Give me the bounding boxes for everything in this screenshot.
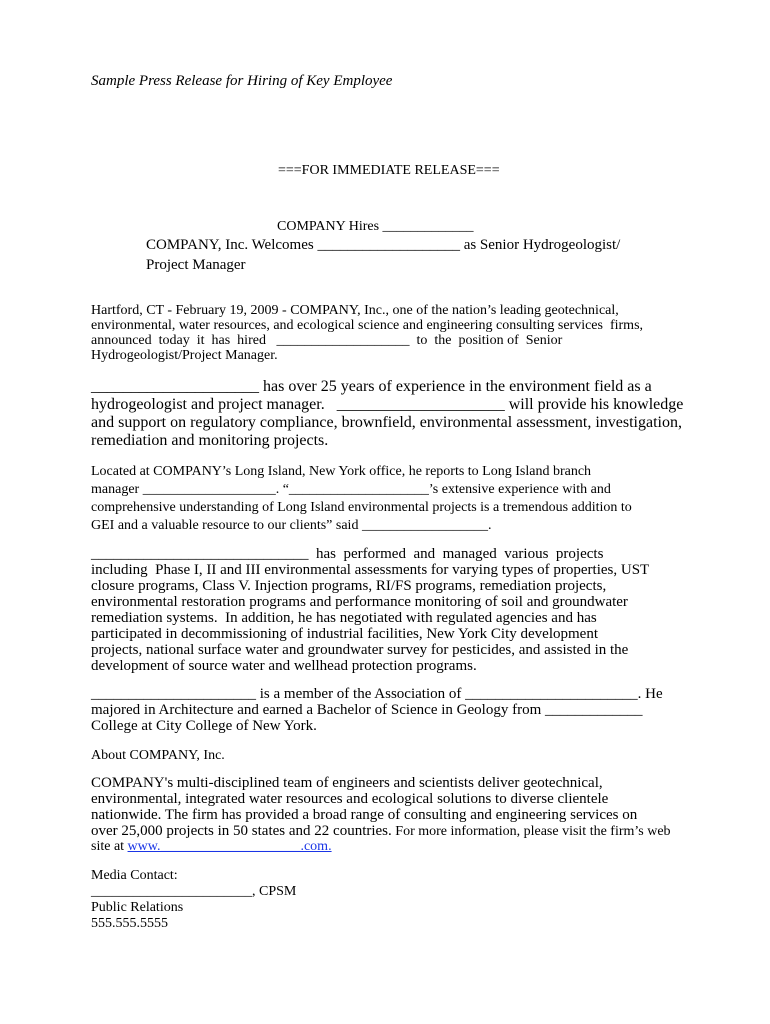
about-line-4-part-a: over 25,000 projects in 50 states and 22 countries. [91, 823, 392, 839]
membership-line: ______________________ is a member of the Association of _______________________. He [91, 686, 663, 702]
experience-line: hydrogeologist and project manager. _____________________ will provide his knowledge [91, 396, 684, 413]
about-line: COMPANY's multi-disciplined team of engineers and scientists deliver geotechnical, [91, 775, 603, 791]
document-title: Sample Press Release for Hiring of Key Employee [91, 73, 393, 89]
release-banner: ===FOR IMMEDIATE RELEASE=== [278, 163, 500, 178]
headline-line-2: COMPANY, Inc. Welcomes ___________________ as Senior Hydrogeologist/ [146, 237, 621, 253]
intro-line: Hartford, CT - February 19, 2009 - COMPANY, Inc., one of the nation’s leading geotechnical, [91, 303, 619, 318]
intro-line: environmental, water resources, and ecological science and engineering consulting services firms, [91, 318, 644, 333]
website-prefix: site at [91, 839, 128, 854]
projects-line: environmental restoration programs and performance monitoring of soil and groundwater [91, 594, 628, 610]
about-heading: About COMPANY, Inc. [91, 748, 225, 763]
membership-line: majored in Architecture and earned a Bachelor of Science in Geology from _____________ [91, 702, 643, 718]
about-line [91, 823, 671, 840]
location-line: manager ___________________. “____________________’s extensive experience with and [91, 482, 611, 497]
location-line: comprehensive understanding of Long Island environmental projects is a tremendous addition to [91, 500, 632, 515]
projects-line: _____________________________ has performed and managed various projects [91, 546, 604, 562]
membership-line: College at City College of New York. [91, 718, 317, 734]
location-line: Located at COMPANY’s Long Island, New York office, he reports to Long Island branch [91, 464, 592, 479]
media-contact-phone: 555.555.5555 [91, 916, 168, 931]
projects-line: participated in decommissioning of industrial facilities, New York City development [91, 626, 598, 642]
experience-line: remediation and monitoring projects. [91, 432, 329, 449]
media-contact-department: Public Relations [91, 900, 184, 915]
about-line-4-part-b: For more information, please visit the firm’s web [391, 824, 671, 839]
website-link[interactable]: www.____________________.com. [127, 839, 332, 854]
media-contact-heading: Media Contact: [91, 868, 178, 883]
about-line: environmental, integrated water resources and ecological solutions to diverse clientele [91, 791, 609, 807]
projects-line: projects, national surface water and groundwater survey for pesticides, and assisted in the [91, 642, 629, 658]
media-contact-name: _______________________, CPSM [91, 884, 297, 899]
projects-line: development of source water and wellhead protection programs. [91, 658, 477, 674]
about-line: nationwide. The firm has provided a broad range of consulting and engineering services on [91, 807, 638, 823]
projects-line: including Phase I, II and III environmental assessments for varying types of properties, UST [91, 562, 650, 578]
projects-line: remediation systems. In addition, he has negotiated with regulated agencies and has [91, 610, 597, 626]
headline-line-3: Project Manager [146, 257, 246, 273]
intro-line: Hydrogeologist/Project Manager. [91, 348, 278, 363]
location-line: GEI and a valuable resource to our clients” said __________________. [91, 518, 492, 533]
headline-line-1: COMPANY Hires _____________ [277, 219, 474, 234]
experience-line: _____________________ has over 25 years of experience in the environment field as a [91, 378, 652, 395]
about-line [91, 839, 332, 855]
intro-line: announced today it has hired ___________________ to the position of Senior [91, 333, 563, 348]
projects-line: closure programs, Class V. Injection programs, RI/FS programs, remediation projects, [91, 578, 607, 594]
experience-line: and support on regulatory compliance, brownfield, environmental assessment, investigation, [91, 414, 682, 431]
